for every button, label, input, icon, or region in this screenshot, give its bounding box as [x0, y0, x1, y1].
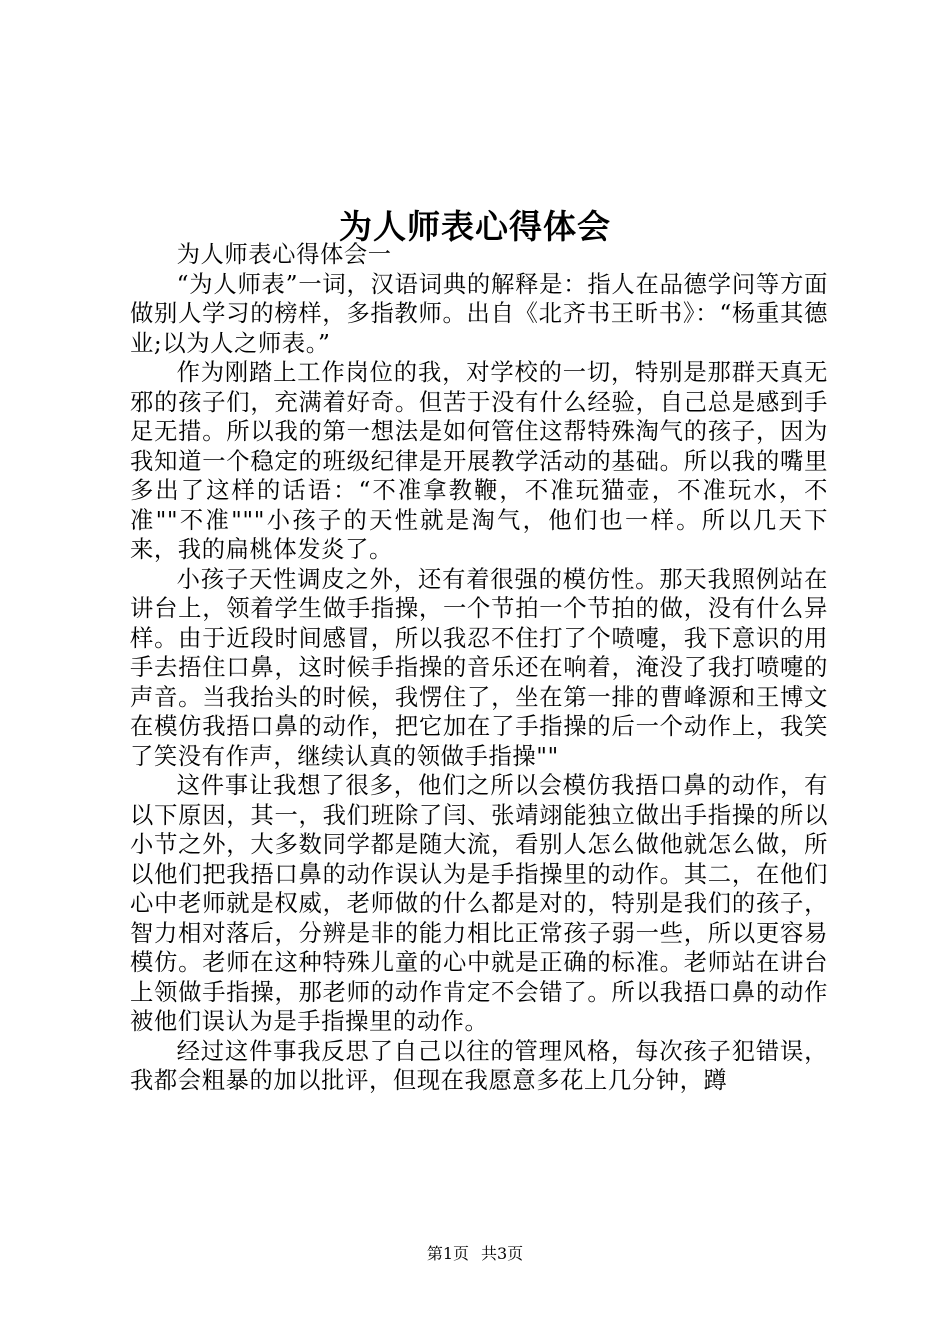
paragraph: 小孩子天性调皮之外，还有着很强的模仿性。那天我照例站在讲台上，领着学生做手指操，一个节拍一个节拍的做，没有什么异样。由于近段时间感冒，所以我忍不住打了个喷嚏，我下意识的用手去捂住口鼻，这时候手指操的音乐还在响着，淹没了我打喷嚏的声音。当我抬头的时候，我愣住了，坐在第一排的曹峰源和王博文在模仿我捂口鼻的动作，把它加在了手指操的后一个动作上，我笑了笑没有作声，继续认真的领做手指操"": [130, 565, 828, 770]
paragraph: 这件事让我想了很多，他们之所以会模仿我捂口鼻的动作，有以下原因，其一，我们班除了闫、张靖翊能独立做出手指操的所以小节之外，大多数同学都是随大流，看别人怎么做他就怎么做，所以他们把我捂口鼻的动作误认为是手指操里的动作。其二，在他们心中老师就是权威，老师做的什么都是对的，特别是我们的孩子，智力相对落后，分辨是非的能力相比正常孩子弱一些，所以更容易模仿。老师在这种特殊儿童的心中就是正确的标准。老师站在讲台上领做手指操，那老师的动作肯定不会错了。所以我捂口鼻的动作被他们误认为是手指操里的动作。: [130, 772, 828, 1035]
document-title: 为人师表心得体会: [339, 207, 611, 247]
paragraph: 经过这件事我反思了自己以往的管理风格，每次孩子犯错误，我都会粗暴的加以批评，但现在我愿意多花上几分钟，蹲: [130, 1037, 828, 1094]
paragraph: “为人师表”一词，汉语词典的解释是：指人在品德学问等方面做别人学习的榜样，多指教师。出自《北齐书王昕书》：“杨重其德业;以为人之师表。”: [130, 270, 828, 357]
page-footer: [0, 1244, 950, 1264]
page-number: 第1页: [426, 1244, 469, 1263]
paragraph-subtitle: 为人师表心得体会一: [176, 241, 392, 268]
page-total: 共3页: [481, 1244, 524, 1263]
document-body: [130, 240, 828, 1096]
paragraph: 作为刚踏上工作岗位的我，对学校的一切，特别是那群天真无邪的孩子们，充满着好奇。但苦于没有什么经验，自己总是感到手足无措。所以我的第一想法是如何管住这帮特殊淘气的孩子，因为我知道一个稳定的班级纪律是开展教学活动的基础。所以我的嘴里多出了这样的话语：“不准拿教鞭，不准玩猫壶，不准玩水，不准""不准"""小孩子的天性就是淘气，他们也一样。所以几天下来，我的扁桃体发炎了。: [130, 359, 828, 563]
